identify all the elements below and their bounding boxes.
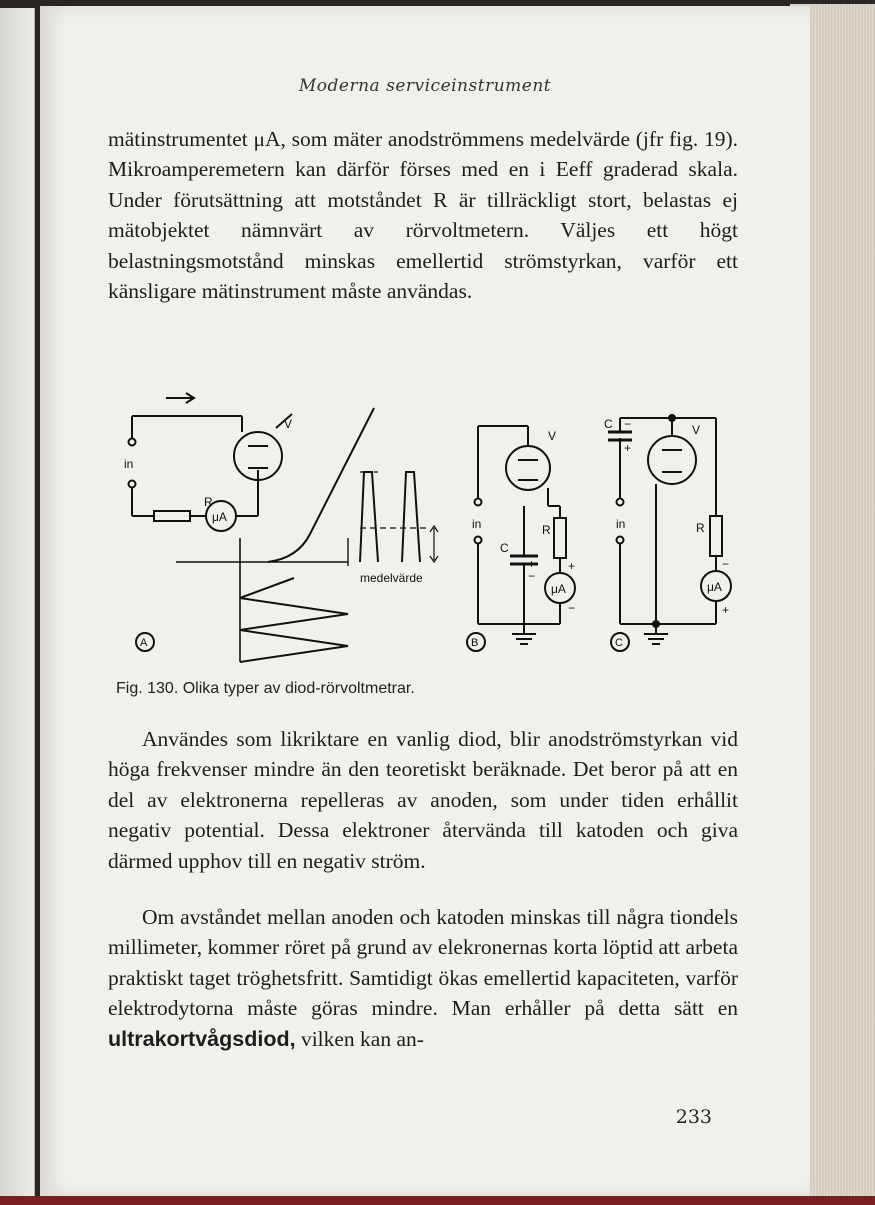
label-r-c: R [696,521,705,535]
label-ua-c: μA [707,580,722,594]
input-terminal-top [129,439,136,446]
paragraph-3 [108,902,738,1054]
diode-tube-c [648,436,696,484]
label-v-c: V [692,423,701,437]
book-page [40,6,810,1196]
label-r-a: R [204,495,213,509]
label-ua-a: μA [212,510,227,524]
figure-130 [108,388,748,678]
running-head: Moderna serviceinstrument [298,76,552,96]
input-terminal-c-top [617,499,624,506]
label-c-b: C [500,541,509,555]
label-in-c: in [616,517,626,531]
label-v-b: V [548,429,557,443]
label-plus-c2: + [722,603,730,617]
paragraph-2: Användes som likriktare en vanlig diod, blir anodströmstyrkan vid höga frekvenser mindre än den teoretiskt beräknade. Det beror på att en del av elektronerna repelleras av anoden, som under tiden erhållit negativ potential. Dessa elektroner återvända till katoden och giva därmed upphov till en negativ ström. [108,727,738,873]
label-minus-b2: − [568,601,576,615]
label-plus-b: + [528,557,536,571]
label-c: C [615,637,623,649]
input-terminal-c-bottom [617,537,624,544]
label-plus-c: + [624,441,632,455]
label-a: A [140,637,148,649]
label-medelvarde: medelvärde [360,571,423,585]
label-minus-c: − [624,417,632,431]
bold-term: ultrakortvågsdiod, [108,1026,296,1051]
input-terminal-b-bottom [475,537,482,544]
resistor-r-b [554,518,566,558]
label-ua-b: μA [551,582,566,596]
label-b: B [471,637,479,649]
label-minus-b: − [528,569,536,583]
label-in-a: in [124,457,134,471]
label-minus-c2: − [722,557,730,571]
facing-page-edge [0,8,35,1200]
input-terminal-bottom [129,481,136,488]
resistor-r-a [154,511,190,521]
label-in-b: in [472,517,482,531]
book-cover-strip [0,1196,875,1205]
label-plus-b2: + [568,559,576,573]
label-v-a: V [284,417,293,431]
figure-caption: Fig. 130. Olika typer av diod-rörvoltmetrar. [116,680,415,697]
paragraph-3-end: vilken kan an- [300,1026,424,1051]
paragraph-3-start: Om avståndet mellan anoden och katoden minskas till några tiondels millimeter, kommer röret på grund av elekronernas korta löptid att arbeta praktiskt taget tröghetsfritt. Samtidigt ökas emellertid kapaciteten, varför elektrodytorna måste göras mindre. Man erhåller på detta sätt en [108,905,738,1021]
input-terminal-b-top [475,499,482,506]
paragraph-1: mätinstrumentet μA, som mäter anodströmmens medelvärde (jfr fig. 19). Mikroamperemetern kan därför förses med en i Eeff graderad skala. Under förutsättning att motståndet R är tillräckligt stort, belastas ej mätobjektet nämnvärt av rörvoltmetern. Väljes ett högt belastningsmotstånd minskas emellertid strömstyrkan, varför ett känsligare mätinstrument måste användas. [108,127,738,304]
label-c-c: C [604,417,613,431]
page-number: 233 [675,1106,712,1128]
diode-tube-b [506,446,550,490]
resistor-r-c [710,516,722,556]
label-r-b: R [542,523,551,537]
